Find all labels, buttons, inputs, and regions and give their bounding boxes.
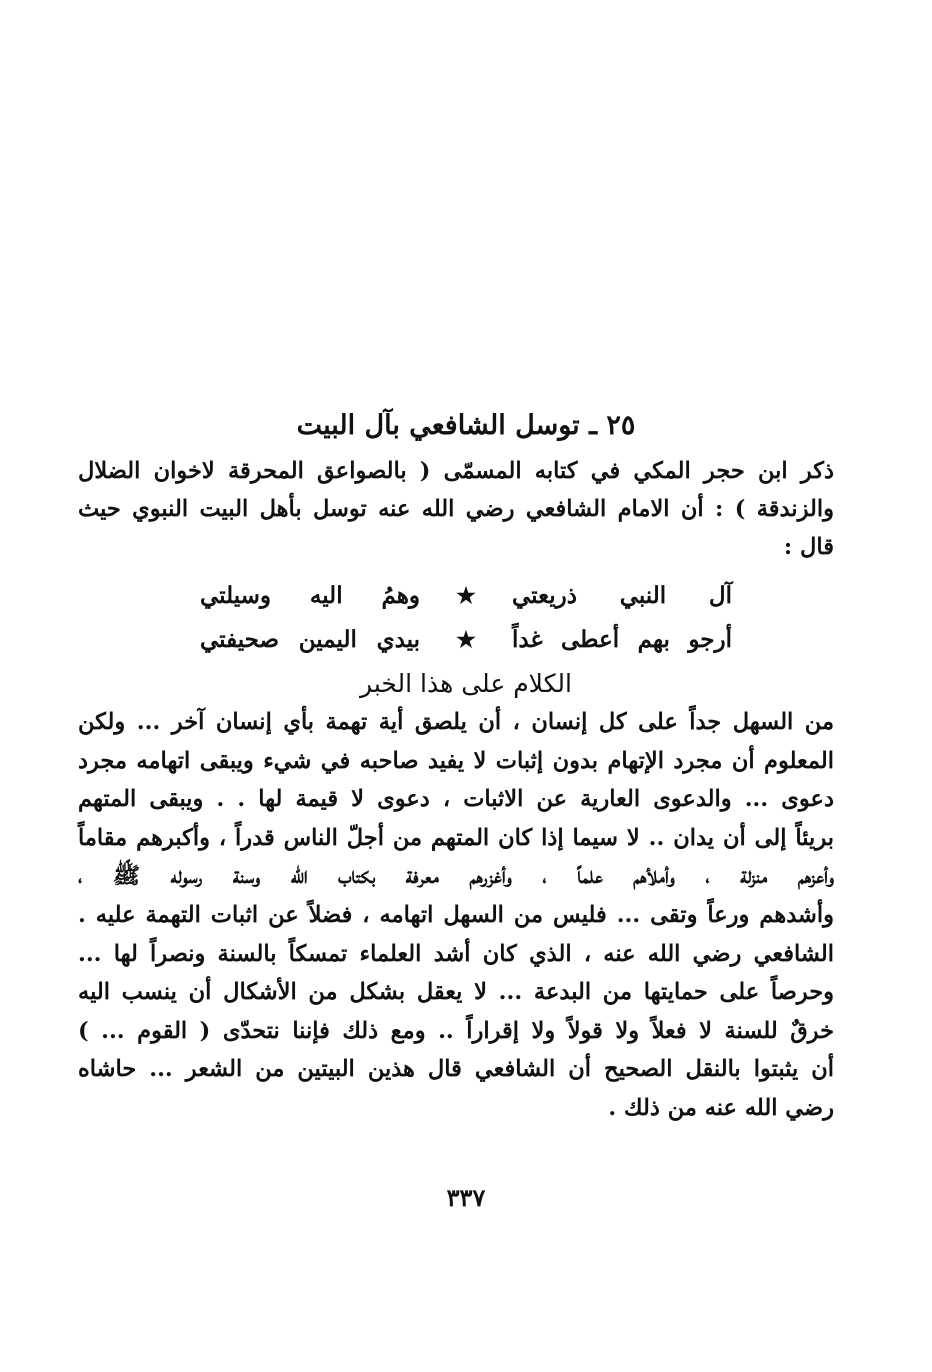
intro-line: قال :: [783, 534, 834, 560]
body-line: المعلوم أن مجرد الإتهام بدون إثبات لا يفيد صاحبه في شيء ويبقى اتهامه مجرد: [78, 747, 834, 774]
verse-first-hemistich: آل النبي ذريعتي: [512, 582, 732, 609]
body-paragraph: [78, 703, 834, 1128]
subheading: الكلام على هذا الخبر: [360, 669, 572, 698]
body-line: وأعزهم منزلة ، وأملأهم علماً ، وأغزرهم معرفة بكتاب الله وسنة رسوله ﷺ ،: [78, 863, 834, 890]
verse-second-hemistich: وهمُ اليه وسيلتي: [200, 582, 420, 609]
body-line: الشافعي رضي الله عنه ، الذي كان أشد العلماء تمسكاً بالسنة ونصراً لها ...: [78, 940, 835, 967]
intro-line: والزندقة ) : أن الامام الشافعي رضي الله عنه توسل بأهل البيت النبوي حيث: [78, 496, 834, 522]
body-line: من السهل جداً على كل إنسان ، أن يلصق أية تهمة بأي إنسان آخر ... ولكن: [78, 709, 834, 735]
star-separator-icon: ★: [456, 627, 476, 653]
verse-second-hemistich: بيدي اليمين صحيفتي: [200, 626, 420, 653]
body-line: وحرصاً على حمايتها من البدعة ... لا يعقل بشكل من الأشكال أن ينسب اليه: [78, 979, 834, 1006]
poem-verses: [200, 574, 732, 662]
intro-line: ذكر ابن حجر المكي في كتابه المسمّى ( بالصواعق المحرقة لاخوان الضلال: [78, 458, 834, 484]
intro-paragraph: [78, 452, 834, 566]
poem-verse: [200, 574, 732, 618]
star-separator-icon: ★: [456, 583, 476, 609]
verse-first-hemistich: أرجو بهم أعطى غداً: [512, 626, 732, 653]
body-line: دعوى ... والدعوى العارية عن الاثبات ، دعوى لا قيمة لها . . ويبقى المتهم: [78, 786, 834, 813]
body-line: خرقٌ للسنة لا فعلاً ولا قولاً ولا إقراراً .. ومع ذلك فإننا نتحدّى ( القوم ... ): [78, 1017, 834, 1044]
body-line: وأشدهم ورعاً وتقى ... فليس من السهل اتهامه ، فضلاً عن اثبات التهمة عليه .: [78, 901, 834, 928]
body-line: رضي الله عنه من ذلك .: [608, 1094, 834, 1121]
page-number: ٣٣٧: [446, 1183, 486, 1212]
poem-verse: [200, 618, 732, 662]
body-line: بريئاً إلى أن يدان .. لا سيما إذا كان المتهم من أجلّ الناس قدراً ، وأكبرهم مقاماً: [78, 824, 834, 851]
body-line: أن يثبتوا بالنقل الصحيح أن الشافعي قال هذين البيتين من الشعر ... حاشاه: [78, 1056, 834, 1083]
section-title: ٢٥ ـ توسل الشافعي بآل البيت: [296, 410, 636, 441]
